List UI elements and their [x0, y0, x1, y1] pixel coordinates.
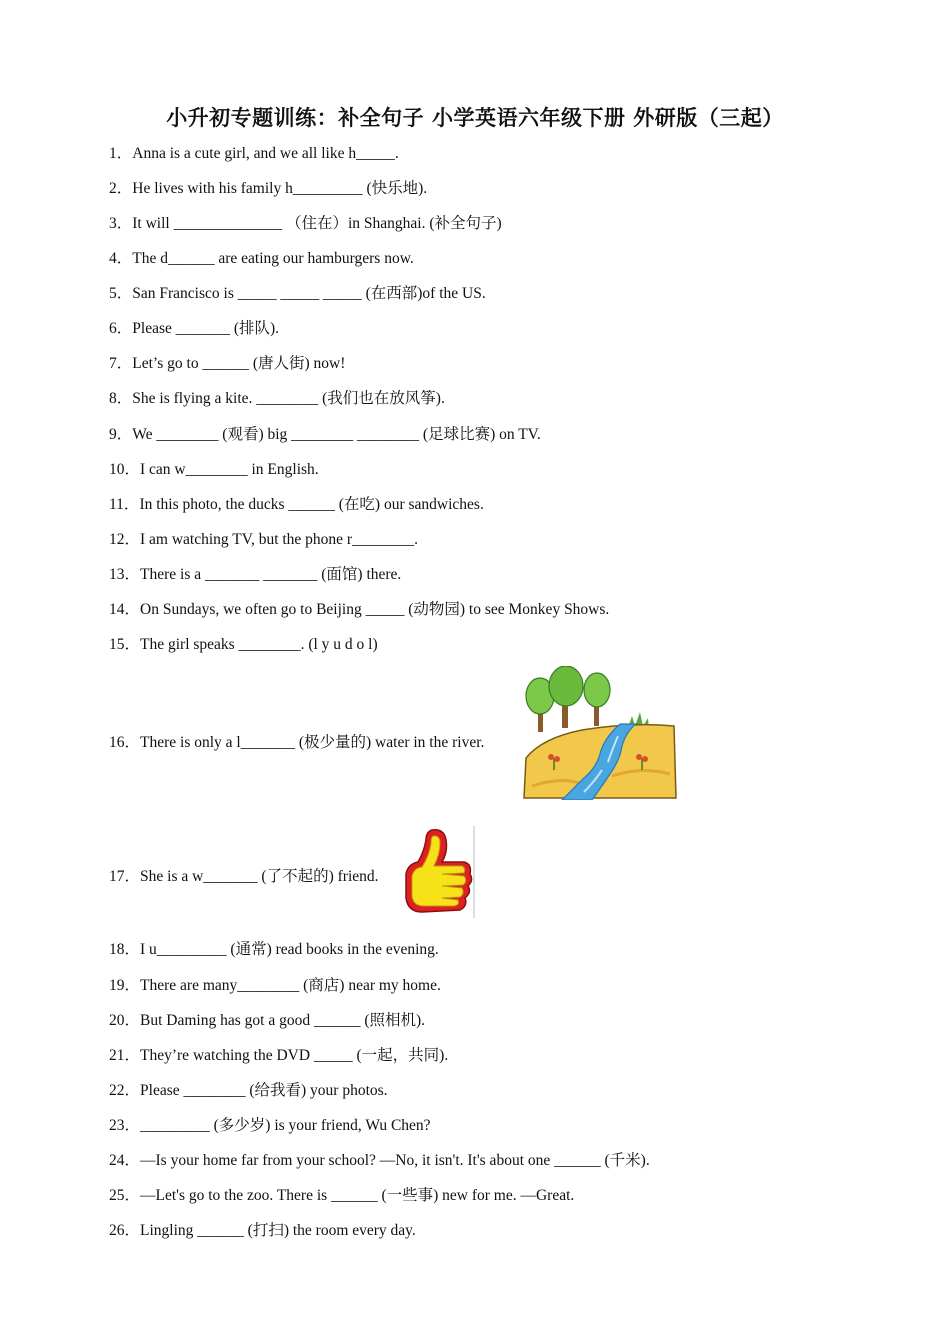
flower [636, 754, 642, 760]
question-2 [109, 179, 427, 199]
question-text: —Is your home far from your school? —No, it isn't. It's about one ______ (千米). [140, 1152, 650, 1169]
question-number: 25． [109, 1187, 141, 1204]
question-text: But Daming has got a good ______ (照相机). [140, 1012, 426, 1029]
question-23 [109, 1116, 431, 1136]
question-number: 21． [109, 1047, 141, 1064]
question-4 [109, 249, 414, 269]
question-number: 7． [109, 355, 133, 372]
question-20 [109, 1011, 425, 1031]
question-1 [109, 144, 399, 164]
question-12 [109, 530, 418, 550]
question-text: They’re watching the DVD _____ (一起，共同). [140, 1047, 449, 1064]
question-text: I am watching TV, but the phone r________. [140, 531, 418, 548]
question-26 [109, 1221, 416, 1241]
question-text: There is a _______ _______ (面馆) there. [140, 566, 402, 583]
question-text: I u_________ (通常) read books in the evening. [140, 941, 439, 958]
question-number: 24． [109, 1152, 141, 1169]
question-number: 11． [109, 496, 140, 513]
flower [554, 756, 560, 762]
question-text: _________ (多少岁) is your friend, Wu Chen? [140, 1117, 431, 1134]
river-landscape-image [522, 666, 677, 800]
tree-crown [584, 673, 610, 707]
thumb-fill [412, 836, 466, 906]
tree-crown [549, 666, 583, 706]
question-text: He lives with his family h_________ (快乐地). [132, 180, 428, 197]
question-number: 3． [109, 215, 133, 232]
question-number: 8． [109, 390, 133, 407]
question-24 [109, 1151, 650, 1171]
question-text: There are many________ (商店) near my home. [140, 977, 441, 994]
question-number: 14． [109, 601, 141, 618]
thumbs-up-icon [402, 826, 476, 918]
question-11 [109, 495, 484, 515]
question-text: Anna is a cute girl, and we all like h_____. [132, 145, 399, 162]
question-number: 5． [109, 285, 133, 302]
question-number: 23． [109, 1117, 141, 1134]
question-number: 19． [109, 977, 141, 994]
question-text: Please ________ (给我看) your photos. [140, 1082, 388, 1099]
question-text: San Francisco is _____ _____ _____ (在西部)of the US. [132, 285, 486, 302]
question-text: —Let's go to the zoo. There is ______ (一些事) new for me. —Great. [140, 1187, 575, 1204]
question-text: Please _______ (排队). [132, 320, 280, 337]
question-18 [109, 940, 439, 960]
question-text: I can w________ in English. [140, 461, 319, 478]
question-number: 13． [109, 566, 141, 583]
flower [642, 756, 648, 762]
question-3 [109, 214, 502, 234]
question-text: She is a w_______ (了不起的) friend. [140, 868, 379, 885]
question-number: 4． [109, 250, 133, 267]
question-21 [109, 1046, 448, 1066]
question-19 [109, 976, 441, 996]
question-number: 17． [109, 868, 141, 885]
question-8 [109, 389, 445, 409]
question-text: The d______ are eating our hamburgers now. [132, 250, 414, 267]
question-text: It will ______________ （住在）in Shanghai. (补全句子) [132, 215, 502, 232]
question-text: Lingling ______ (打扫) the room every day. [140, 1222, 416, 1239]
question-14 [109, 600, 609, 620]
question-9 [109, 425, 541, 445]
question-number: 22． [109, 1082, 141, 1099]
question-number: 1． [109, 145, 133, 162]
question-text: Let’s go to ______ (唐人街) now! [132, 355, 346, 372]
question-text: The girl speaks ________. (l y u d o l) [140, 636, 378, 653]
page-title: 小升初专题训练：补全句子 小学英语六年级下册 外研版（三起） [166, 106, 784, 130]
question-text: We ________ (观看) big ________ ________ (足球比赛) on TV. [132, 426, 541, 443]
question-number: 9． [109, 426, 133, 443]
question-6 [109, 319, 279, 339]
question-17 [109, 867, 379, 887]
question-25 [109, 1186, 574, 1206]
question-text: She is flying a kite. ________ (我们也在放风筝). [132, 390, 445, 407]
question-15 [109, 635, 378, 655]
question-number: 10． [109, 461, 141, 478]
question-number: 18． [109, 941, 141, 958]
question-number: 20． [109, 1012, 141, 1029]
question-13 [109, 565, 401, 585]
question-number: 6． [109, 320, 133, 337]
question-text: There is only a l_______ (极少量的) water in the river. [140, 734, 485, 751]
question-text: On Sundays, we often go to Beijing _____ (动物园) to see Monkey Shows. [140, 601, 610, 618]
question-number: 12． [109, 531, 141, 548]
question-7 [109, 354, 345, 374]
question-text: In this photo, the ducks ______ (在吃) our sandwiches. [139, 496, 484, 513]
question-5 [109, 284, 486, 304]
flower [548, 754, 554, 760]
question-22 [109, 1081, 388, 1101]
question-number: 2． [109, 180, 133, 197]
question-16 [109, 733, 484, 753]
question-10 [109, 460, 319, 480]
question-number: 16． [109, 734, 141, 751]
question-number: 26． [109, 1222, 141, 1239]
question-number: 15． [109, 636, 141, 653]
